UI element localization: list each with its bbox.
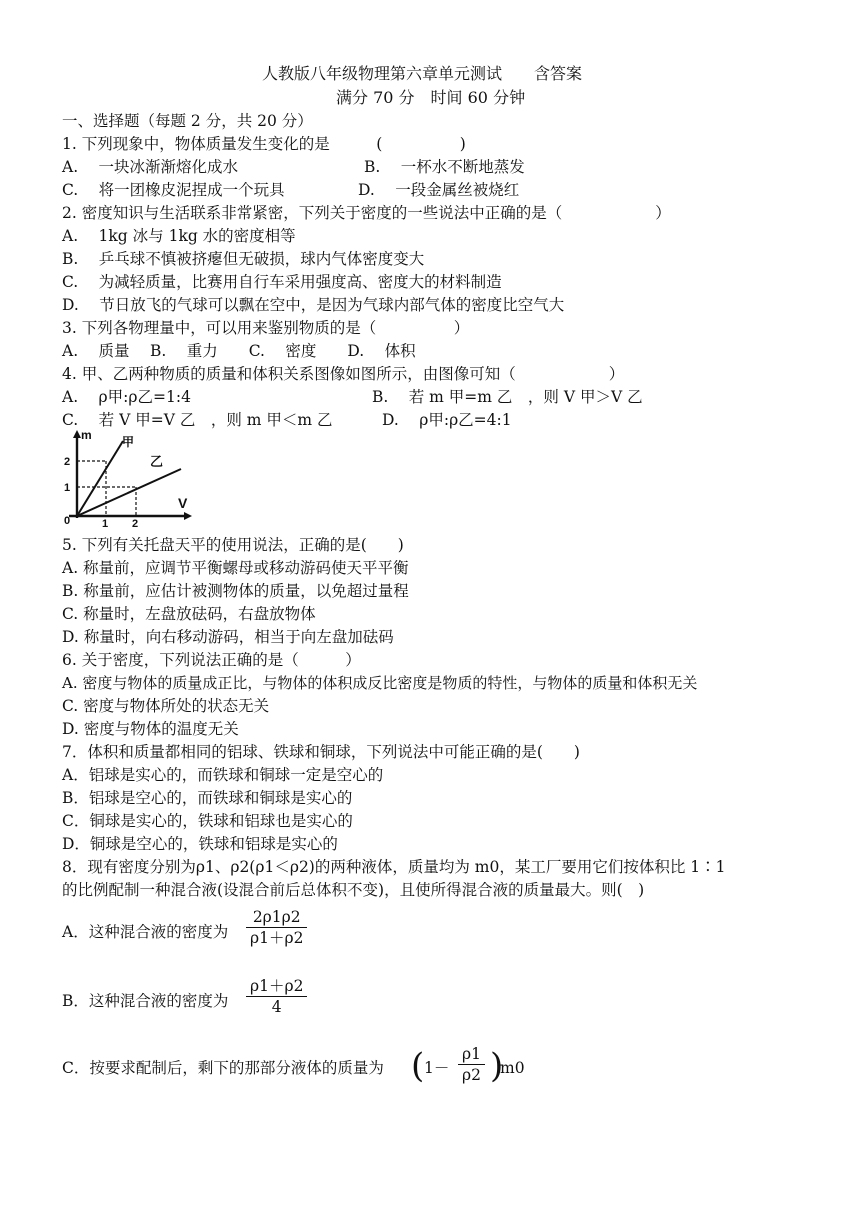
question-7-option-d: D．铜球是空心的，铁球和铝球是实心的 — [62, 835, 338, 853]
question-1-option-a: A. 一块冰渐渐熔化成水 — [62, 158, 239, 176]
question-2-option-d: D. 节日放飞的气球可以飘在空中，是因为气球内部气体的密度比空气大 — [62, 296, 565, 314]
right-parenthesis: ) — [490, 1046, 504, 1086]
question-4-option-d: D. ρ甲:ρ乙=4:1 — [382, 411, 512, 429]
question-5-option-c: C. 称量时，左盘放砝码，右盘放物体 — [62, 605, 316, 623]
question-2-option-b: B. 乒乓球不慎被挤瘪但无破损，球内气体密度变大 — [62, 250, 425, 268]
section-heading: 一、选择题（每题 2 分，共 20 分） — [62, 112, 313, 130]
question-8-option-b-fraction — [246, 976, 307, 1017]
fraction-denominator: ρ2 — [462, 1066, 481, 1084]
x-axis-label: V — [178, 495, 188, 511]
question-5-option-d: D. 称量时，向右移动游码，相当于向左盘加砝码 — [62, 628, 394, 646]
y-axis-label: m — [81, 428, 92, 442]
question-6-option-d: D. 密度与物体的温度无关 — [62, 720, 239, 738]
question-6-option-a: A. 密度与物体的质量成正比，与物体的体积成反比密度是物质的特性，与物体的质量和体积无关 — [62, 674, 698, 692]
x-axis-arrow — [184, 512, 192, 520]
left-parenthesis: ( — [411, 1046, 425, 1086]
question-8-option-c-fraction — [458, 1044, 485, 1085]
question-1-stem: 1. 下列现象中，物体质量发生变化的是 ( ) — [62, 135, 466, 153]
question-2-stem: 2. 密度知识与生活联系非常紧密，下列关于密度的一些说法中正确的是（ ） — [62, 204, 671, 222]
page-title: 人教版八年级物理第六章单元测试 含答案 — [262, 64, 583, 83]
y-tick-1: 1 — [64, 482, 71, 494]
question-3-options: A. 质量 B. 重力 C. 密度 D. 体积 — [62, 342, 416, 360]
question-1-option-b: B. 一杯水不断地蒸发 — [364, 158, 525, 176]
question-8-option-c-tail: m0 — [500, 1059, 525, 1077]
mass-volume-graph — [60, 428, 200, 528]
x-tick-2: 2 — [132, 518, 139, 528]
question-8-option-a-text: A．这种混合液的密度为 — [62, 923, 229, 941]
fraction-numerator: ρ1＋ρ2 — [250, 977, 304, 995]
question-8-stem-line-2: 的比例配制一种混合液(设混合前后总体积不变)，且使所得混合液的质量最大。则( ) — [62, 881, 645, 899]
y-tick-2: 2 — [64, 456, 71, 468]
question-8-option-c-one-minus: 1－ — [424, 1059, 450, 1077]
question-4-stem: 4. 甲、乙两种物质的质量和体积关系图像如图所示，由图像可知（ ） — [62, 365, 625, 383]
question-8-option-b-text: B．这种混合液的密度为 — [62, 992, 229, 1010]
question-2-option-a: A. 1kg 冰与 1kg 水的密度相等 — [62, 227, 296, 245]
question-6-stem: 6. 关于密度，下列说法正确的是（ ） — [62, 651, 361, 669]
question-7-option-a: A．铝球是实心的，而铁球和铜球一定是空心的 — [62, 766, 384, 784]
fraction-denominator: 4 — [271, 998, 282, 1016]
line-yi-label: 乙 — [150, 454, 164, 469]
line-jia-label: 甲 — [122, 435, 135, 449]
question-5-stem: 5. 下列有关托盘天平的使用说法，正确的是( ) — [62, 536, 404, 554]
question-1-option-c: C. 将一团橡皮泥捏成一个玩具 — [62, 181, 285, 199]
question-7-option-c: C．铜球是实心的，铁球和铝球也是实心的 — [62, 812, 353, 830]
y-axis-arrow — [73, 430, 81, 438]
fraction-denominator: ρ1＋ρ2 — [250, 929, 304, 947]
question-1-option-d: D. 一段金属丝被烧红 — [358, 181, 520, 199]
question-8-option-a-fraction — [246, 907, 307, 948]
question-6-option-c: C. 密度与物体所处的状态无关 — [62, 697, 270, 715]
question-4-option-a: A. ρ甲:ρ乙=1:4 — [62, 388, 191, 406]
question-4-option-b: B. 若 m 甲=m 乙 ，则 V 甲＞V 乙 — [372, 388, 643, 406]
question-8-stem-line-1: 8．现有密度分别为ρ1、ρ2(ρ1＜ρ2)的两种液体，质量均为 m0，某工厂要用它们按体积比 1∶1 — [62, 858, 726, 876]
question-8-option-c-text: C．按要求配制后，剩下的那部分液体的质量为 — [62, 1059, 384, 1077]
origin-label: 0 — [64, 515, 71, 527]
page-subtitle: 满分 70 分 时间 60 分钟 — [336, 88, 526, 107]
question-2-option-c: C. 为减轻质量，比赛用自行车采用强度高、密度大的材料制造 — [62, 273, 502, 291]
question-5-option-b: B. 称量前，应估计被测物体的质量，以免超过量程 — [62, 582, 409, 600]
line-yi — [77, 469, 181, 516]
question-7-stem: 7．体积和质量都相同的铝球、铁球和铜球，下列说法中可能正确的是( ) — [62, 743, 580, 761]
question-3-stem: 3. 下列各物理量中，可以用来鉴别物质的是（ ） — [62, 319, 470, 337]
x-tick-1: 1 — [102, 518, 109, 528]
question-5-option-a: A. 称量前，应调节平衡螺母或移动游码使天平平衡 — [62, 559, 409, 577]
question-7-option-b: B．铝球是空心的，而铁球和铜球是实心的 — [62, 789, 353, 807]
fraction-numerator: 2ρ1ρ2 — [252, 908, 301, 926]
fraction-numerator: ρ1 — [462, 1045, 481, 1063]
question-4-option-c: C. 若 V 甲=V 乙 ，则 m 甲＜m 乙 — [62, 411, 333, 429]
